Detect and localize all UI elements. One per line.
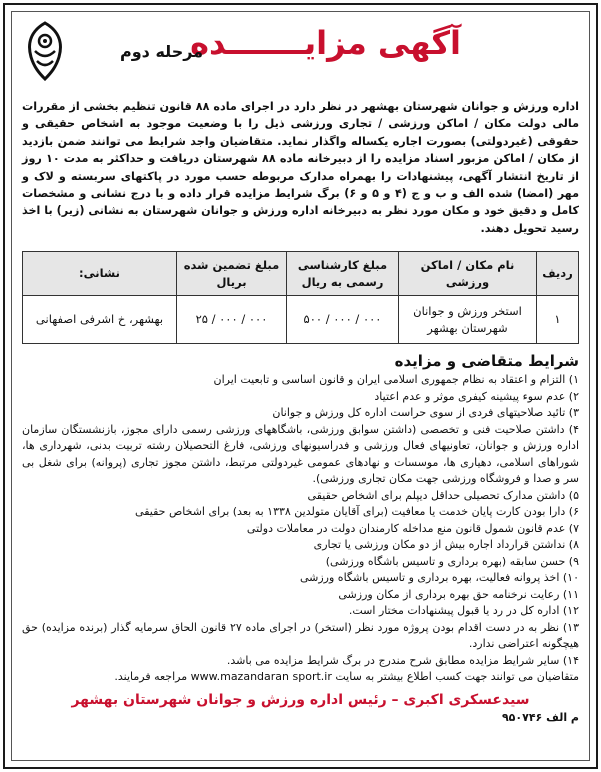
cell-name: استخر ورزش و جوانان شهرستان بهشهر [399, 296, 537, 344]
conditions-title: شرایط متقاضی و مزایده [394, 352, 579, 371]
signer-line: سیدعسکری اکبری – رئیس اداره ورزش و جوانان شهرستان بهشهر [71, 691, 530, 708]
col-header-address: نشانی: [23, 252, 177, 296]
list-item: ۱۴) سایر شرایط مزایده مطابق شرح مندرج در برگ شرایط مزایده می باشد. [226, 653, 579, 667]
cell-deposit: ۲۵ / ۰۰۰ / ۰۰۰ [177, 296, 287, 344]
reference-number: م الف ۹۵۰۷۴۶ [501, 710, 579, 724]
stage-label: مرحله دوم [120, 42, 204, 61]
cell-address: بهشهر، خ اشرفی اصفهانی [23, 296, 177, 344]
list-item: ۱) التزام و اعتقاد به نظام جمهوری اسلامی ایران و قانون اساسی و تابعیت ایران [213, 373, 579, 387]
list-item: ۱۱) رعایت نرخنامه حق بهره برداری از مکان ورزشی [338, 587, 579, 601]
table-row [23, 296, 579, 344]
list-item: ۶) دارا بودن کارت پایان خدمت یا معافیت (برای آقایان متولدین ۱۳۳۸ به بعد) برای اشخاص حقیقی [135, 505, 579, 519]
auction-table [22, 251, 579, 344]
list-item: ۷) عدم قانون شمول قانون منع مداخله کارمندان دولت در معاملات دولتی [246, 521, 579, 535]
website-note: متقاضیان می توانند جهت کسب اطلاع بیشتر به سایت www.mazandaran sport.ir مراجعه فرمایند. [114, 670, 579, 684]
list-item: ۸) نداشتن قرارداد اجاره بیش از دو مکان ورزشی یا تجاری [313, 538, 579, 552]
col-header-name: نام مکان / اماکن ورزشی [399, 252, 537, 296]
col-header-deposit: مبلغ تضمین شده بریال [177, 252, 287, 296]
notice-frame [11, 11, 590, 761]
col-header-row: ردیف [537, 252, 579, 296]
list-item: ۵) داشتن مدارک تحصیلی حداقل دیپلم برای اشخاص حقیقی [307, 488, 579, 502]
list-item: ۱۳) نظر به در دست اقدام بودن پروژه مورد نظر (استخر) در اجرای ماده ۲۷ قانون الحاق سرمایه گذار (برنده مزایده) حق هیچگونه اعتراضی ندارد. [22, 620, 579, 651]
list-item: ۲) عدم سوء پیشینه کیفری موثر و عدم اعتیاد [374, 389, 579, 403]
conditions-list [22, 372, 579, 669]
notice-title: آگهی مزایـــــــده [190, 24, 461, 62]
intro-paragraph: اداره ورزش و جوانان شهرستان بهشهر در نظر دارد در اجرای ماده ۸۸ قانون تنظیم بخشی از مقررات مالی دولت مکان / اماکن ورزشی / تجاری ورزشی ذیل را با وضعیت موجود به اشخاص حقیقی و حقوقی (غیردولتی) بصورت اجاره یکساله واگذار نماید. متقاضیان واجد شرایط می توانند ضمن بازدید از مکان / اماکن مزبور اسناد مزایده را از دبیرخانه ماده ۸۸ شهرستان دریافت و حداکثر به مدت ۱۰ روز از تاریخ انتشار آگهی، پیشنهادات را بهمراه مدارک مربوطه حسب مورد در پاکتهای سربسته و لاک و مهر (امضا) شده الف و ب و ج (۴ و ۵ و ۶) برگ شرایط مزایده قرار داده و با درج نشانی و مشخصات کامل و دقیق خود و مکان مورد نظر به دبیرخانه اداره ورزش و جوانان شهرستان به نشانی (زیر) با اخذ رسید تحویل دهند. [22, 100, 579, 235]
list-item: ۱۲) اداره کل در رد یا قبول پیشنهادات مختار است. [348, 604, 579, 618]
cell-row: ۱ [537, 296, 579, 344]
list-item: ۹) حسن سابقه (بهره برداری و تاسیس باشگاه ورزشی) [325, 554, 579, 568]
table-header-row [23, 252, 579, 296]
list-item: ۳) تائید صلاحیتهای فردی از سوی حراست اداره کل ورزش و جوانان [272, 406, 579, 420]
col-header-price: مبلغ کارشناسی رسمی به ریال [287, 252, 399, 296]
ministry-emblem-icon [19, 21, 71, 81]
notice-header [22, 18, 579, 98]
list-item: ۱۰) اخذ پروانه فعالیت، بهره برداری و تاسیس باشگاه ورزشی [299, 571, 579, 585]
cell-price: ۵۰۰ / ۰۰۰ / ۰۰۰ [287, 296, 399, 344]
notice-page [3, 3, 598, 769]
list-item: ۴) داشتن صلاحیت فنی و تخصصی (داشتن سوابق ورزشی، باشگاههای ورزشی رسمی دارای مجوز، بازنشستگان سازمان اداره ورزش و جوانان، تعاونیهای فعال ورزشی و فدراسیونهای ورزشی، فارغ التحصیلان رشته تربیت بدنی، شهرداری ها، شوراهای اسلامی، دهیاری ها، موسسات و نهادهای عمومی غیردولتی مرتبط، داشتن مجوز تجاری (پروانه) برای شغل بی سر و صدا و فروشگاه ورزشی جهت مکان تجاری ورزشی). [22, 422, 579, 486]
